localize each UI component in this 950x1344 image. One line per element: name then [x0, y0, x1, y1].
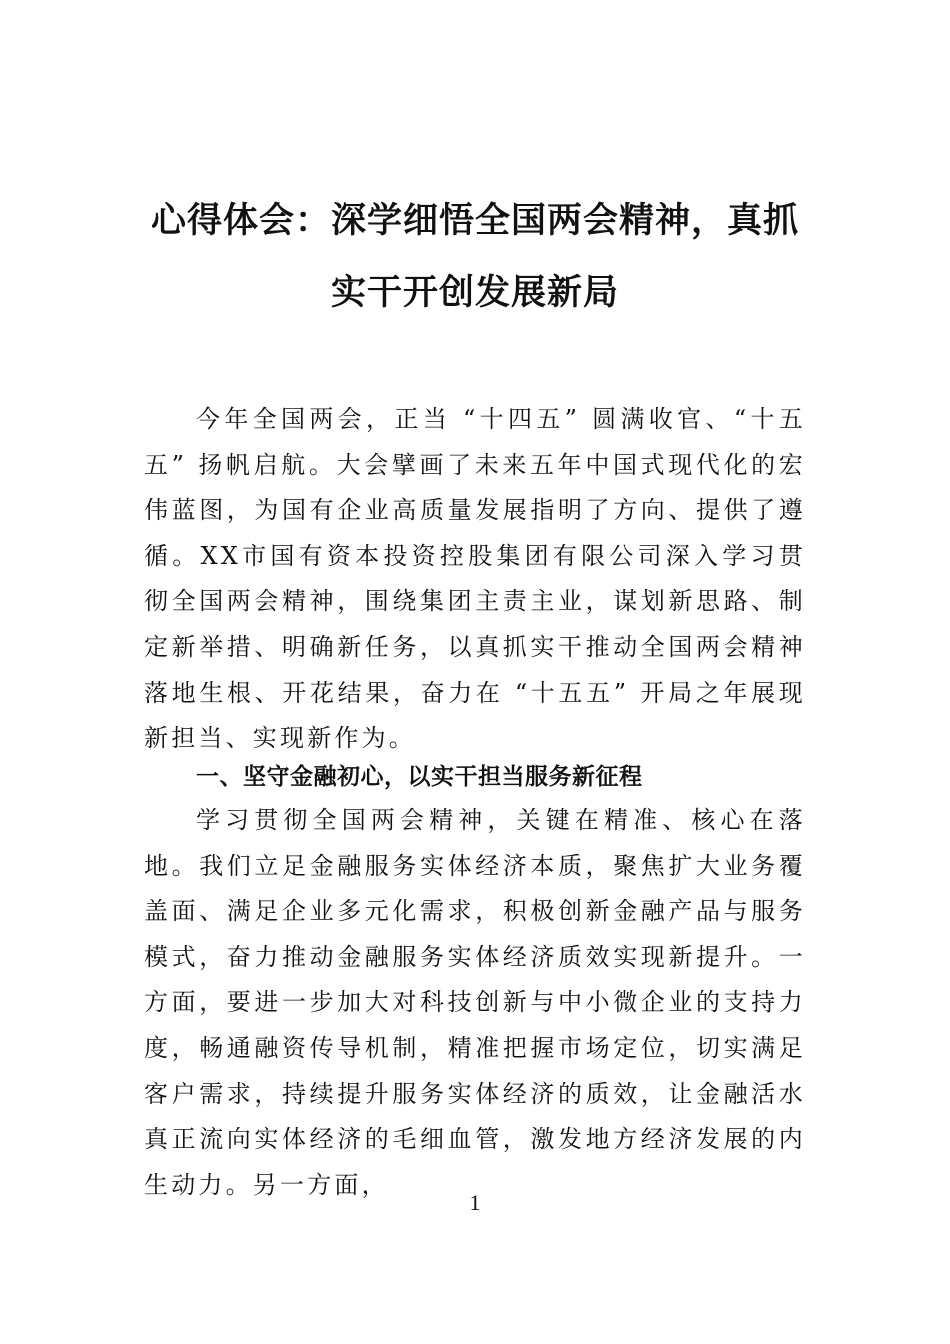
paragraph-intro: 今年全国两会，正当 “十四五” 圆满收官、“十五五” 扬帆启航。大会擘画了未来五年中国式现代化的宏伟蓝图，为国有企业高质量发展指明了方向、提供了遵循。XX市国有资本投资控股集团有限公司深入学习贯彻全国两会精神，围绕集团主责主业，谋划新思路、制定新举措、明确新任务，以真抓实干推动全国两会精神落地生根、开花结果，奋力在 “十五五” 开局之年展现新担当、实现新作为。 [144, 405, 806, 753]
section-heading-1: 一、坚守金融初心，以实干担当服务新征程 [196, 764, 643, 790]
page-number: 1 [469, 1190, 481, 1215]
document-title-line-2: 实干开创发展新局 [330, 272, 619, 313]
document-title-line-1: 心得体会：深学细悟全国两会精神，真抓 [150, 200, 799, 241]
paragraph-section-1: 学习贯彻全国两会精神，关键在精准、核心在落地。我们立足金融服务实体经济本质，聚焦扩大业务覆盖面、满足企业多元化需求，积极创新金融产品与服务模式，奋力推动金融服务实体经济质效实现新提升。一方面，要进一步加大对科技创新与中小微企业的支持力度，畅通融资传导机制，精准把握市场定位，切实满足客户需求，持续提升服务实体经济的质效，让金融活水真正流向实体经济的毛细血管，激发地方经济发展的内生动力。另一方面， [144, 806, 806, 1199]
